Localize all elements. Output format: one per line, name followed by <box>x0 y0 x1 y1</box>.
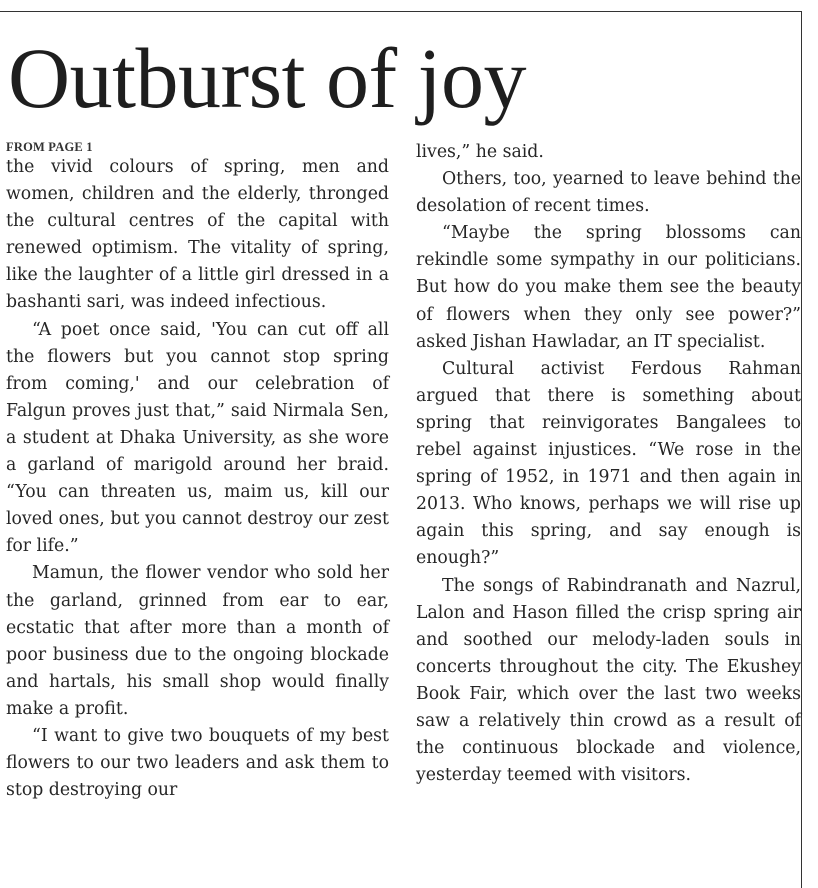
right-column <box>416 139 801 789</box>
paragraph: Others, too, yearned to leave behind the desolation of recent times. <box>416 169 801 217</box>
paragraph: The songs of Rabindranath and Nazrul, Lalon and Hason filled the crisp spring air and soothed our melody-laden souls in concerts throughout the city. The Ekushey Book Fair, which over the last two weeks saw a relatively thin crowd as a result of the continuous blockade and violence, yesterday teemed with visitors. <box>416 575 801 786</box>
column-divider <box>801 11 802 888</box>
paragraph: “Maybe the spring blossoms can rekindle some sympathy in our politicians. But how do you make them see the beauty of flowers when they only see power?” asked Jishan Hawladar, an IT specialist. <box>416 223 801 352</box>
left-column <box>6 138 389 804</box>
page-continuation-label: FROM PAGE 1 <box>6 140 93 154</box>
paragraph: lives,” he said. <box>416 142 544 162</box>
paragraph: the vivid colours of spring, men and women, children and the elderly, thronged the cultural centres of the capital with renewed optimism. The vitality of spring, like the laughter of a little girl dressed in a bashanti sari, was indeed infectious. <box>6 157 389 313</box>
top-divider <box>0 11 802 12</box>
paragraph: Mamun, the flower vendor who sold her the garland, grinned from ear to ear, ecstatic that after more than a month of poor business due to the ongoing blockade and hartals, his small shop would finally make a profit. <box>6 563 389 719</box>
paragraph: “I want to give two bouquets of my best flowers to our two leaders and ask them to stop destroying our <box>6 725 389 801</box>
paragraph: Cultural activist Ferdous Rahman argued that there is something about spring that reinvigorates Bangalees to rebel against injustices. “We rose in the spring of 1952, in 1971 and then again in 2013. Who knows, perhaps we will rise up again this spring, and say enough is enough?” <box>416 358 801 569</box>
headline: Outburst of joy <box>8 30 527 126</box>
paragraph: “A poet once said, 'You can cut off all the flowers but you cannot stop spring from coming,' and our celebration of Falgun proves just that,” said Nirmala Sen, a student at Dhaka University, as she wore a garland of marigold around her braid. “You can threaten us, maim us, kill our loved ones, but you cannot destroy our zest for life.” <box>6 319 389 557</box>
